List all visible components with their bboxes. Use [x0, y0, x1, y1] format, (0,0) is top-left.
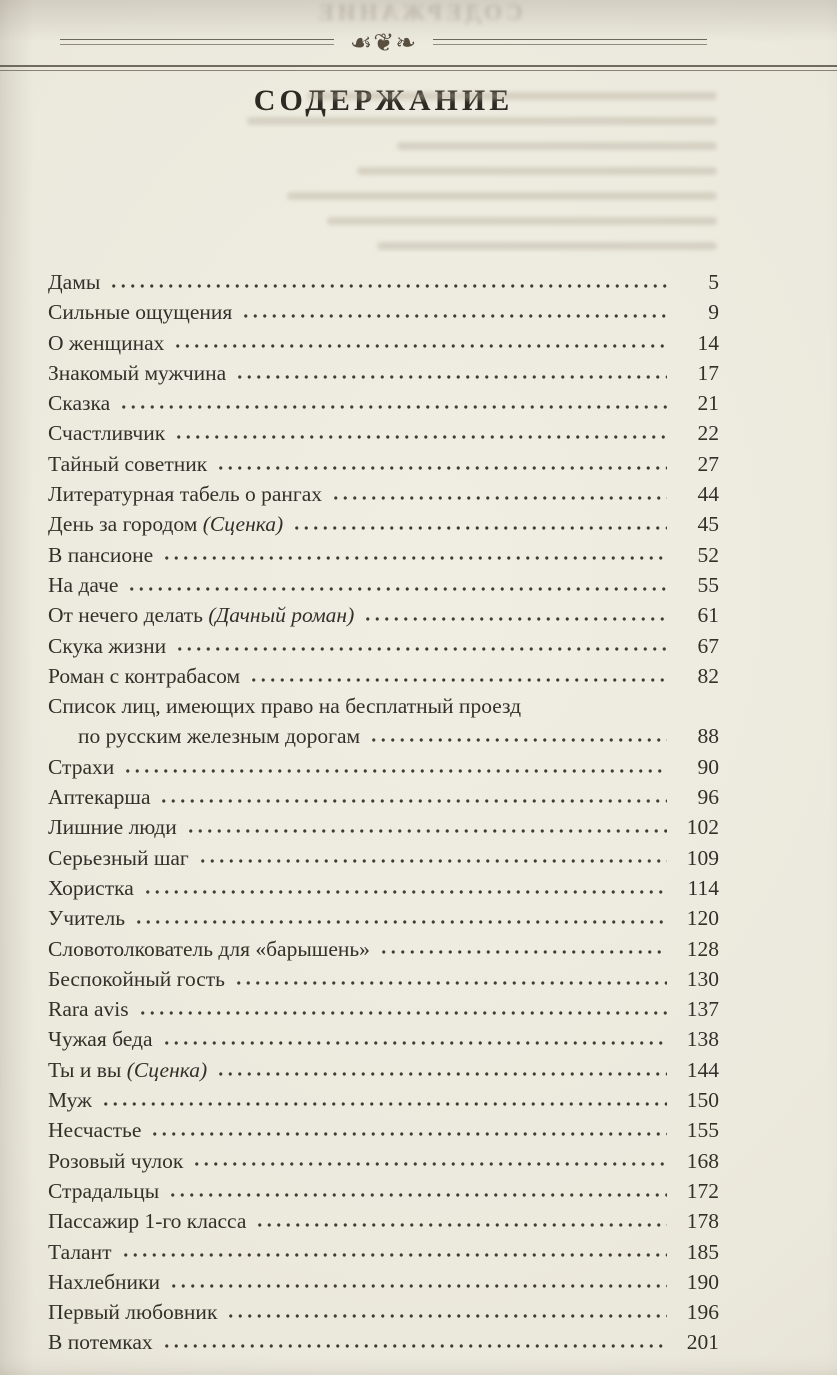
entry-title: Нахлебники: [48, 1269, 160, 1294]
dot-leader: [331, 479, 667, 509]
entry-title: Муж: [48, 1088, 92, 1113]
toc-entry: [48, 691, 719, 721]
dot-leader: [379, 934, 667, 964]
entry-title: Розовый чулок: [48, 1148, 184, 1173]
toc-list: [48, 267, 719, 1358]
entry-page-number: 102: [686, 815, 719, 840]
entry-page-number: 5: [708, 270, 719, 294]
dot-leader: [186, 812, 667, 842]
toc-entry: [48, 1146, 719, 1176]
bleedthrough-line: [357, 167, 717, 175]
entry-title: Беспокойный гость: [48, 966, 225, 991]
dot-leader: [192, 1146, 667, 1176]
entry-title: Учитель: [48, 906, 126, 931]
toc-entry: [48, 1176, 719, 1206]
entry-page-number: 96: [697, 785, 719, 810]
toc-entry: [48, 358, 719, 388]
dot-leader: [216, 1055, 667, 1085]
dot-leader: [162, 1024, 668, 1054]
toc-entry: [48, 1024, 719, 1054]
dot-leader: [216, 449, 667, 479]
toc-entry: [48, 509, 719, 539]
entry-title: Несчастье: [48, 1118, 142, 1143]
entry-title: Счастливчик: [48, 421, 166, 446]
entry-page-number: 61: [697, 603, 719, 628]
entry-title: От нечего делать (Дачный роман): [48, 603, 355, 628]
entry-page-number: 150: [686, 1088, 719, 1113]
entry-page-number: 55: [697, 572, 719, 597]
entry-page-number: 130: [686, 966, 719, 991]
toc-entry: [48, 782, 719, 812]
page-title: СОДЕРЖАНИЕ: [253, 84, 514, 117]
toc-entry: [48, 934, 719, 964]
entry-page-number: 9: [708, 300, 719, 325]
entry-title: Чужая беда: [48, 1027, 153, 1052]
toc-entry: [48, 903, 719, 933]
dot-leader: [101, 1085, 667, 1115]
entry-page-number: 185: [686, 1239, 719, 1264]
dot-leader: [150, 1115, 667, 1145]
double-rule: [0, 65, 837, 71]
toc-entry: [48, 721, 719, 751]
dot-leader: [175, 631, 667, 661]
entry-genre-note: (Сценка): [126, 1057, 208, 1082]
bleedthrough-line: [397, 142, 717, 150]
toc-entry: [48, 812, 719, 842]
entry-page-number: 22: [697, 421, 719, 446]
bleedthrough-title: СОДЕРЖАНИЕ: [314, 0, 523, 25]
toc-entry: [48, 1327, 719, 1357]
toc-entry: [48, 1206, 719, 1236]
dot-leader: [235, 358, 667, 388]
dot-leader: [255, 1206, 667, 1236]
toc-entry: [48, 388, 719, 418]
entry-genre-note: (Дачный роман): [208, 603, 355, 628]
toc-entry: [48, 631, 719, 661]
toc-entry: [48, 1267, 719, 1297]
entry-title: Словотолкователь для «барышень»: [48, 936, 370, 961]
entry-title: В пансионе: [48, 542, 154, 567]
entry-title: Талант: [48, 1239, 112, 1264]
entry-title: Аптекарша: [48, 785, 151, 810]
toc-entry: [48, 449, 719, 479]
entry-page-number: 109: [686, 845, 719, 870]
toc-entry: [48, 994, 719, 1024]
entry-title: На даче: [48, 572, 119, 597]
bleedthrough-line: [327, 217, 717, 225]
dot-leader: [134, 903, 667, 933]
entry-title: Лишние люди: [48, 815, 177, 840]
entry-page-number: 67: [697, 633, 719, 658]
entry-page-number: 178: [686, 1209, 719, 1234]
entry-title: Хористка: [48, 875, 134, 900]
toc-entry: [48, 570, 719, 600]
entry-title: Rara avis: [48, 997, 129, 1022]
entry-title: по русским железным дорогам: [78, 724, 361, 749]
toc-entry: [48, 600, 719, 630]
entry-title: Страдальцы: [48, 1178, 160, 1203]
entry-title: Пассажир 1-го класса: [48, 1209, 247, 1234]
entry-page-number: 88: [697, 724, 719, 749]
entry-page-number: 168: [686, 1148, 719, 1173]
entry-title: Литературная табель о рангах: [48, 482, 323, 507]
toc-entry: [48, 418, 719, 448]
dot-leader: [109, 267, 667, 297]
toc-entry: [48, 1115, 719, 1145]
dot-leader: [168, 1176, 667, 1206]
entry-page-number: 114: [687, 875, 719, 900]
rule-line-right: [433, 39, 707, 45]
dot-leader: [234, 964, 667, 994]
entry-title: О женщинах: [48, 330, 165, 355]
toc-entry: [48, 328, 719, 358]
dot-leader: [173, 328, 667, 358]
dot-leader: [121, 1237, 667, 1267]
entry-page-number: 27: [697, 451, 719, 476]
entry-genre-note: (Сценка): [202, 512, 284, 537]
bleedthrough-line: [377, 242, 717, 250]
entry-page-number: 17: [697, 360, 719, 385]
dot-leader: [162, 540, 667, 570]
dot-leader: [123, 752, 667, 782]
dot-leader: [174, 418, 667, 448]
entry-page-number: 155: [686, 1118, 719, 1143]
entry-title: Дамы: [48, 270, 101, 294]
dot-leader: [292, 509, 667, 539]
toc-entry: [48, 1085, 719, 1115]
toc-entry: [48, 1055, 719, 1085]
entry-page-number: 144: [686, 1057, 719, 1082]
entry-title: Роман с контрабасом: [48, 663, 241, 688]
entry-title: Сказка: [48, 391, 111, 416]
dot-leader: [169, 1267, 667, 1297]
entry-title: Знакомый мужчина: [48, 360, 227, 385]
dot-leader: [363, 600, 667, 630]
toc-entry: [48, 479, 719, 509]
toc-entry: [48, 1297, 719, 1327]
entry-page-number: 21: [697, 391, 719, 416]
entry-page-number: 14: [697, 330, 719, 355]
toc-entry: [48, 661, 719, 691]
toc-entry: [48, 297, 719, 327]
dot-leader: [159, 782, 667, 812]
entry-page-number: 45: [697, 512, 719, 537]
entry-title: В потемках: [48, 1330, 153, 1355]
rule-line-left: [60, 39, 334, 45]
entry-title: Первый любовник: [48, 1300, 218, 1325]
entry-page-number: 172: [686, 1178, 719, 1203]
entry-page-number: 90: [697, 754, 719, 779]
entry-title: Страхи: [48, 754, 115, 779]
entry-title: Ты и вы (Сценка): [48, 1057, 208, 1082]
dot-leader: [241, 297, 667, 327]
entry-page-number: 196: [686, 1300, 719, 1325]
entry-page-number: 120: [686, 906, 719, 931]
entry-page-number: 190: [686, 1269, 719, 1294]
entry-title: Скука жизни: [48, 633, 167, 658]
dot-leader: [249, 661, 667, 691]
entry-page-number: 82: [697, 663, 719, 688]
toc-entry: [48, 752, 719, 782]
toc-entry: [48, 873, 719, 903]
entry-page-number: 44: [697, 482, 719, 507]
dot-leader: [369, 721, 667, 751]
entry-title: Серьезный шаг: [48, 845, 189, 870]
bleedthrough-line: [287, 192, 717, 200]
floral-ornament-icon: ☙❦❧: [349, 27, 418, 57]
entry-page-number: 137: [686, 997, 719, 1022]
entry-title: Тайный советник: [48, 451, 208, 476]
entry-title: Сильные ощущения: [48, 300, 233, 325]
dot-leader: [143, 873, 667, 903]
entry-page-number: 201: [686, 1330, 719, 1355]
toc-entry: [48, 843, 719, 873]
dot-leader: [198, 843, 667, 873]
dot-leader: [138, 994, 667, 1024]
dot-leader: [119, 388, 667, 418]
toc-entry: [48, 540, 719, 570]
head-ornament-rule: [48, 26, 719, 58]
entry-page-number: 138: [686, 1027, 719, 1052]
entry-title: Список лиц, имеющих право на бесплатный проезд: [48, 694, 522, 719]
entry-page-number: 128: [686, 936, 719, 961]
toc-entry: [48, 1237, 719, 1267]
dot-leader: [162, 1327, 667, 1357]
dot-leader: [127, 570, 667, 600]
entry-title: День за городом (Сценка): [48, 512, 284, 537]
entry-page-number: 52: [697, 542, 719, 567]
toc-entry: [48, 964, 719, 994]
toc-entry: [48, 267, 719, 297]
dot-leader: [226, 1297, 667, 1327]
